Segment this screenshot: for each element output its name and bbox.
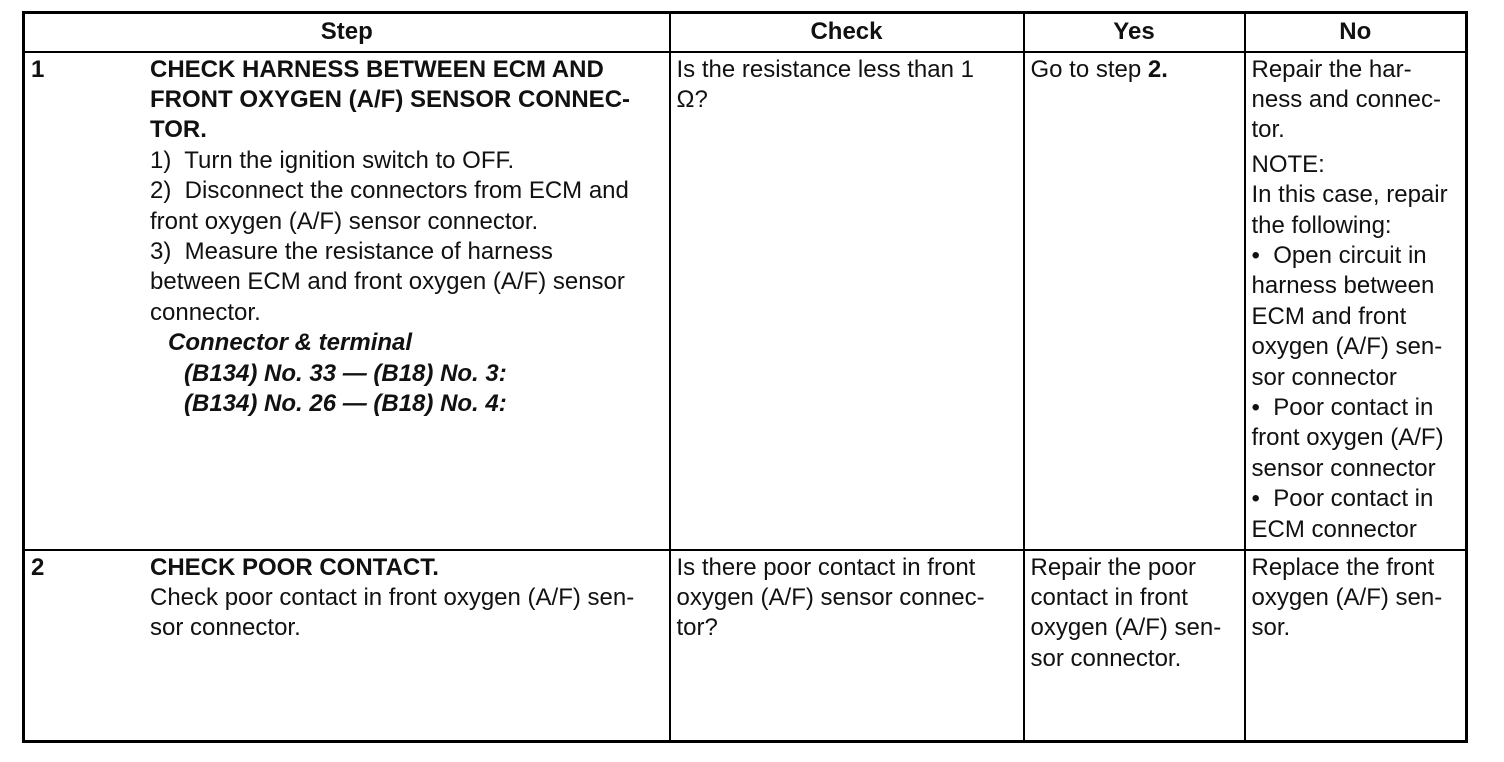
yes-cell xyxy=(1024,550,1245,742)
step-instruction: front oxygen (A/F) sensor connector. xyxy=(150,207,539,235)
table-header-row xyxy=(24,13,1467,52)
step-title: TOR. xyxy=(150,116,207,144)
note-text: front oxygen (A/F) xyxy=(1251,424,1444,452)
step-content xyxy=(150,55,663,420)
note-bullet: • Poor contact in xyxy=(1251,393,1434,421)
table-row xyxy=(24,550,1467,742)
note-text: sor connector xyxy=(1251,363,1397,391)
note-text: sensor connector xyxy=(1251,454,1436,482)
connector-spec-title: Connector & terminal xyxy=(168,329,413,357)
step-instruction: sor connector. xyxy=(150,614,301,642)
no-text: tor. xyxy=(1251,116,1285,144)
step-cell xyxy=(24,550,670,742)
header-check: Check xyxy=(670,13,1024,52)
connector-spec-line: (B134) No. 26 — (B18) No. 4: xyxy=(184,389,507,417)
header-yes: Yes xyxy=(1024,13,1245,52)
note-text: ECM connector xyxy=(1251,515,1417,543)
check-cell xyxy=(670,52,1024,550)
step-cell xyxy=(24,52,670,550)
note-text: In this case, repair xyxy=(1251,181,1448,209)
yes-text: Repair the poor xyxy=(1030,553,1196,581)
diagnostic-table xyxy=(22,11,1468,743)
header-no: No xyxy=(1245,13,1467,52)
step-title: CHECK POOR CONTACT. xyxy=(150,553,439,581)
yes-go-to-step: Go to step xyxy=(1030,55,1142,83)
no-text: Replace the front xyxy=(1251,553,1435,581)
yes-text: contact in front xyxy=(1030,583,1188,611)
note-bullet: • Open circuit in xyxy=(1251,241,1427,269)
no-cell xyxy=(1245,550,1467,742)
no-text: oxygen (A/F) sen- xyxy=(1251,583,1443,611)
note-text: the following: xyxy=(1251,211,1392,239)
check-text: Is there poor contact in front xyxy=(676,553,976,581)
no-text: sor. xyxy=(1251,614,1291,642)
step-instruction: 2) Disconnect the connectors from ECM and xyxy=(150,177,629,205)
yes-text xyxy=(1031,55,1238,85)
note-text: ECM and front xyxy=(1251,302,1407,330)
check-text: Is the resistance less than 1 xyxy=(676,55,974,83)
step-instruction: connector. xyxy=(150,298,261,326)
check-text: tor? xyxy=(676,614,718,642)
step-instruction: Check poor contact in front oxygen (A/F) sen- xyxy=(150,583,635,611)
no-text: Repair the har- xyxy=(1251,55,1412,83)
step-number: 2 xyxy=(31,553,45,581)
step-title: CHECK HARNESS BETWEEN ECM AND xyxy=(150,55,604,83)
note-bullet: • Poor contact in xyxy=(1251,485,1434,513)
check-text: Ω? xyxy=(676,85,708,113)
note-text: harness between xyxy=(1251,272,1435,300)
step-instruction: 3) Measure the resistance of harness xyxy=(150,237,553,265)
note-text: oxygen (A/F) sen- xyxy=(1251,333,1443,361)
step-number: 1 xyxy=(31,55,45,83)
step-instruction: 1) Turn the ignition switch to OFF. xyxy=(150,146,515,174)
check-text: oxygen (A/F) sensor connec- xyxy=(676,583,985,611)
yes-text: oxygen (A/F) sen- xyxy=(1030,614,1222,642)
no-text: ness and connec- xyxy=(1251,85,1441,113)
yes-text: sor connector. xyxy=(1030,644,1182,672)
note-block xyxy=(1252,150,1460,545)
yes-cell xyxy=(1024,52,1245,550)
check-cell xyxy=(670,550,1024,742)
step-content xyxy=(150,553,663,644)
step-instruction: between ECM and front oxygen (A/F) sensor xyxy=(150,268,625,296)
no-cell xyxy=(1245,52,1467,550)
yes-step-ref: 2. xyxy=(1147,55,1168,83)
header-step: Step xyxy=(24,13,670,52)
connector-spec-line: (B134) No. 33 — (B18) No. 3: xyxy=(184,359,507,387)
note-label: NOTE: xyxy=(1251,150,1325,178)
table-row xyxy=(24,52,1467,550)
step-title: FRONT OXYGEN (A/F) SENSOR CONNEC- xyxy=(150,85,631,113)
